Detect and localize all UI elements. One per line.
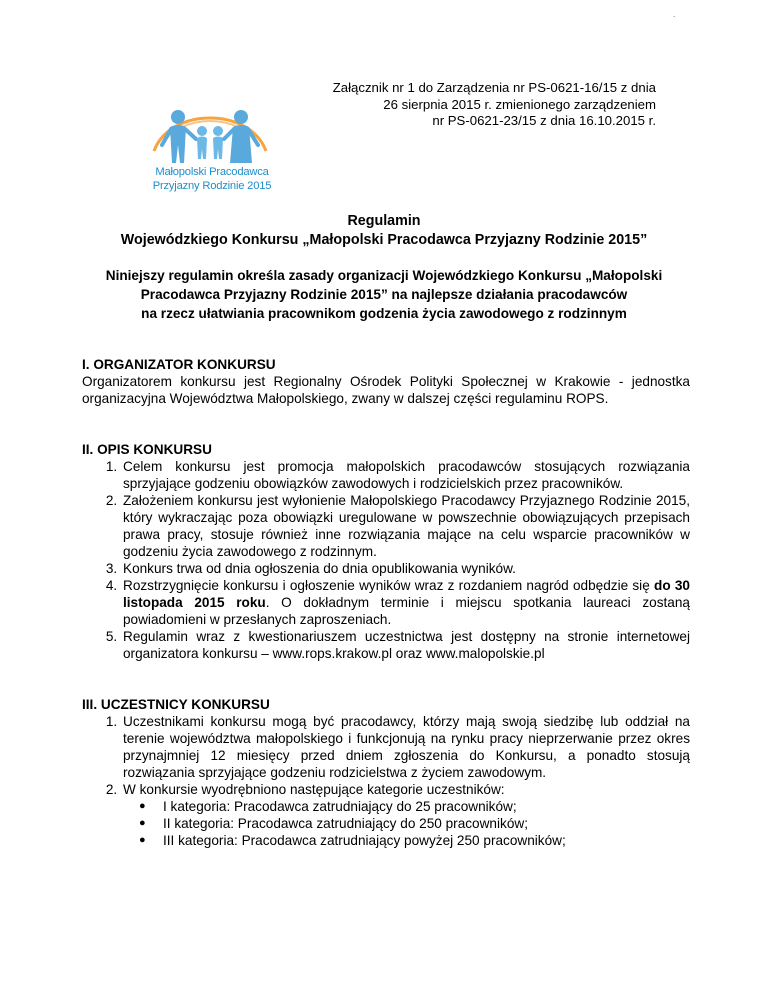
title-line-2: Wojewódzkiego Konkursu „Małopolski Pracodawca Przyjazny Rodzinie 2015” bbox=[120, 232, 648, 248]
section-1-text: Organizatorem konkursu jest Regionalny Ośrodek Polityki Społecznej w Krakowie - jednostka organizacyjna Województwa Małopolskiego, zwany w dalszej części regulaminu ROPS. bbox=[82, 374, 690, 406]
document-body bbox=[82, 356, 690, 849]
logo-caption bbox=[142, 166, 282, 193]
section-3-item-2-text: W konkursie wyodrębniono następujące kategorie uczestników: bbox=[123, 782, 505, 797]
section-2-list bbox=[82, 458, 690, 662]
item-4-text-start: Rozstrzygnięcie konkursu i ogłoszenie wyników wraz z rozdaniem nagród odbędzie się bbox=[123, 578, 655, 593]
logo-caption-line-1: Małopolski Pracodawca bbox=[155, 166, 269, 178]
section-3-list bbox=[82, 713, 690, 849]
section-2-item-4 bbox=[121, 577, 690, 628]
section-3-item-2 bbox=[121, 781, 690, 849]
attachment-note-line-2: 26 sierpnia 2015 r. zmienionego zarządzeniem bbox=[383, 96, 656, 112]
attachment-note-line-3: nr PS-0621-23/15 z dnia 16.10.2015 r. bbox=[432, 113, 656, 128]
section-3-item-1: 1. Uczestnikami konkursu mogą być pracodawcy, którzy mają swoją siedzibę lub oddział na terenie województwa małopolskiego i funkcjonują na rynku pracy nieprzerwanie przez okres przynajmniej 12 miesięcy przed dniem zgłoszenia do Konkursu, a ponadto stosują rozwiązania sprzyjające godzeniu rodzicielstwa z życiem zawodowym. bbox=[121, 713, 690, 781]
section-2-heading: II. OPIS KONKURSU bbox=[82, 442, 212, 457]
section-2-item-2: 2. Założeniem konkursu jest wyłonienie Małopolskiego Pracodawcy Przyjaznego Rodzinie 2015, który wykraczając poza obowiązki uregulowane w powszechnie obowiązujących przepisach prawa pracy, stosuje również inne rozwiązania mające na celu wsparcie pracowników w godzeniu życia zawodowego z rodzinnym. bbox=[121, 492, 690, 560]
award-deadline: do 30 listopada 2015 roku bbox=[123, 578, 690, 610]
category-item bbox=[139, 832, 690, 849]
category-text: III kategoria: Pracodawca zatrudniający powyżej 250 pracowników; bbox=[163, 833, 566, 848]
item-4-text-end: . O dokładnym terminie i miejscu spotkania laureaci zostaną powiadomieni w przesłanych zaproszeniach. bbox=[123, 595, 690, 627]
category-list bbox=[123, 798, 690, 849]
intro-line-1: Niniejszy regulamin określa zasady organizacji Wojewódzkiego Konkursu „Małopolski bbox=[105, 268, 663, 283]
category-text: I kategoria: Pracodawca zatrudniający do 25 pracowników; bbox=[163, 799, 517, 814]
section-2-item-3: 3. Konkurs trwa od dnia ogłoszenia do dnia opublikowania wyników. bbox=[121, 560, 690, 577]
category-text: II kategoria: Pracodawca zatrudniający do 250 pracowników; bbox=[163, 816, 528, 831]
document-title bbox=[70, 212, 698, 250]
corner-mark: . bbox=[673, 10, 676, 19]
attachment-note-line-1: Załącznik nr 1 do Zarządzenia nr PS-0621-16/15 z dnia bbox=[332, 80, 656, 95]
category-item bbox=[139, 815, 690, 832]
intro-line-2: Pracodawca Przyjazny Rodzinie 2015” na najlepsze działania pracodawców bbox=[140, 287, 628, 302]
bullet-icon: ● bbox=[139, 817, 146, 829]
attachment-note bbox=[236, 80, 656, 130]
section-3-heading: III. UCZESTNICY KONKURSU bbox=[82, 697, 270, 712]
title-line-1: Regulamin bbox=[347, 213, 421, 229]
bullet-icon: ● bbox=[139, 834, 146, 846]
section-1-heading: I. ORGANIZATOR KONKURSU bbox=[82, 357, 276, 372]
section-2-item-5: 5. Regulamin wraz z kwestionariuszem uczestnictwa jest dostępny na stronie internetowej organizatora konkursu – www.rops.krakow.pl oraz www.malopolskie.pl bbox=[121, 628, 690, 662]
intro-line-3: na rzecz ułatwiania pracownikom godzenia życia zawodowego z rodzinnym bbox=[141, 306, 627, 321]
bullet-icon: ● bbox=[139, 800, 146, 812]
logo-caption-line-2: Przyjazny Rodzinie 2015 bbox=[152, 179, 272, 192]
section-2-item-1: 1. Celem konkursu jest promocja małopolskich pracodawców stosujących rozwiązania sprzyjające godzeniu obowiązków zawodowych i rodzicielskich przez pracowników. bbox=[121, 458, 690, 492]
category-item bbox=[139, 798, 690, 815]
intro-statement bbox=[70, 266, 698, 323]
